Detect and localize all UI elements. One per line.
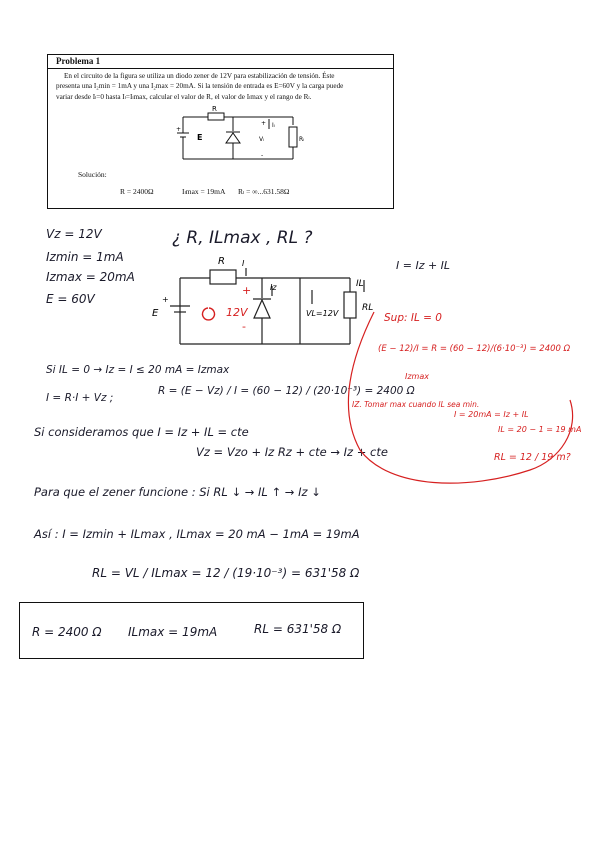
red-note3: I = 20mA = Iz + IL xyxy=(454,410,529,419)
given-izmin: Izmin = 1mA xyxy=(46,250,124,264)
printed-vl-minus: - xyxy=(261,152,264,159)
hc-i: I xyxy=(242,259,245,268)
red-note2: IZ. Tomar max cuando IL sea min. xyxy=(352,400,480,409)
hc-plus: + xyxy=(162,295,169,304)
printed-vl-label: Vₗ xyxy=(259,136,265,143)
printed-e-label: E xyxy=(197,133,203,142)
statement-line-1: En el circuito de la figura se utiliza un diodo zener de 12V para estabilización de tensión. Éste xyxy=(64,72,335,80)
given-vz: Vz = 12V xyxy=(46,227,102,241)
printed-circuit xyxy=(173,107,313,169)
solution-ilmax: Iₗmax = 19mA xyxy=(182,187,226,196)
printed-r-label: R xyxy=(212,105,217,113)
hc-il: IL xyxy=(356,279,364,289)
line-si: Si IL = 0 → Iz = I ≤ 20 mA = Izmax xyxy=(46,364,230,376)
hc-red-plus: + xyxy=(242,284,252,297)
line-i-eq: I = R·I + Vz ; xyxy=(46,392,114,404)
printed-il-label: Iₗ xyxy=(272,122,275,129)
final-ilmax: ILmax = 19mA xyxy=(128,625,218,639)
printed-rl-label: Rₗ xyxy=(299,136,305,143)
statement-line-2: presenta una I₂min = 1mA y una I₂max = 20mA. Si la tensión de entrada es E=60V y la carga puede xyxy=(56,82,344,90)
final-box xyxy=(19,602,364,659)
line-vz: Vz = Vzo + Iz Rz + cte → Iz + cte xyxy=(196,445,388,459)
hc-iz: Iz xyxy=(270,283,277,292)
problem-title: Problema 1 xyxy=(56,56,101,66)
problem-box xyxy=(47,54,394,209)
given-izmax: Izmax = 20mA xyxy=(46,270,135,284)
line-r-eq: R = (E − Vz) / I = (60 − 12) / (20·10⁻³) = 2400 Ω xyxy=(158,385,415,397)
line-consid: Si consideramos que I = Iz + IL = cte xyxy=(34,425,249,439)
question: ¿ R, ILmax , RL ? xyxy=(172,228,313,248)
solution-label: Solución: xyxy=(78,170,107,179)
hc-e: E xyxy=(152,308,159,319)
final-rl: RL = 631'58 Ω xyxy=(254,622,342,636)
given-e: E = 60V xyxy=(46,292,95,306)
hc-vl: VL=12V xyxy=(306,309,339,318)
hc-rl: RL xyxy=(362,303,374,313)
line-asi: Así : I = Izmin + ILmax , ILmax = 20 mA − 1mA = 19mA xyxy=(34,527,360,541)
statement-line-3: variar desde Iₗ=0 hasta Iₗ=Iₗmax, calcular el valor de R, el valor de Iₗmax y el rango de Rₗ. xyxy=(56,93,312,101)
line-rl: RL = VL / ILmax = 12 / (19·10⁻³) = 631'58 Ω xyxy=(92,566,360,580)
printed-vl-plus: + xyxy=(261,120,267,127)
hc-12v: 12V xyxy=(226,306,248,319)
printed-plus: + xyxy=(176,126,182,133)
solution-r: R = 2400Ω xyxy=(120,187,154,196)
red-arc xyxy=(330,300,600,500)
title-divider xyxy=(48,68,393,69)
line-para: Para que el zener funcione : Si RL ↓ → IL ↑ → Iz ↓ xyxy=(34,485,321,499)
hc-r: R xyxy=(218,256,225,267)
hc-red-minus: - xyxy=(242,320,246,333)
solution-rl: Rₗ = ∞...631.58Ω xyxy=(238,187,290,196)
red-eq1: (E − 12)/I = R = (60 − 12)/(6·10⁻³) = 2400 Ω xyxy=(378,344,571,354)
final-r: R = 2400 Ω xyxy=(32,625,102,639)
red-izmax: Izmax xyxy=(405,372,429,381)
current-equation: I = Iz + IL xyxy=(396,259,451,272)
red-note5: RL = 12 / 19 m? xyxy=(494,452,571,463)
red-sup: Sup: IL = 0 xyxy=(384,312,442,324)
red-note4: IL = 20 − 1 = 19 mA xyxy=(498,425,582,434)
